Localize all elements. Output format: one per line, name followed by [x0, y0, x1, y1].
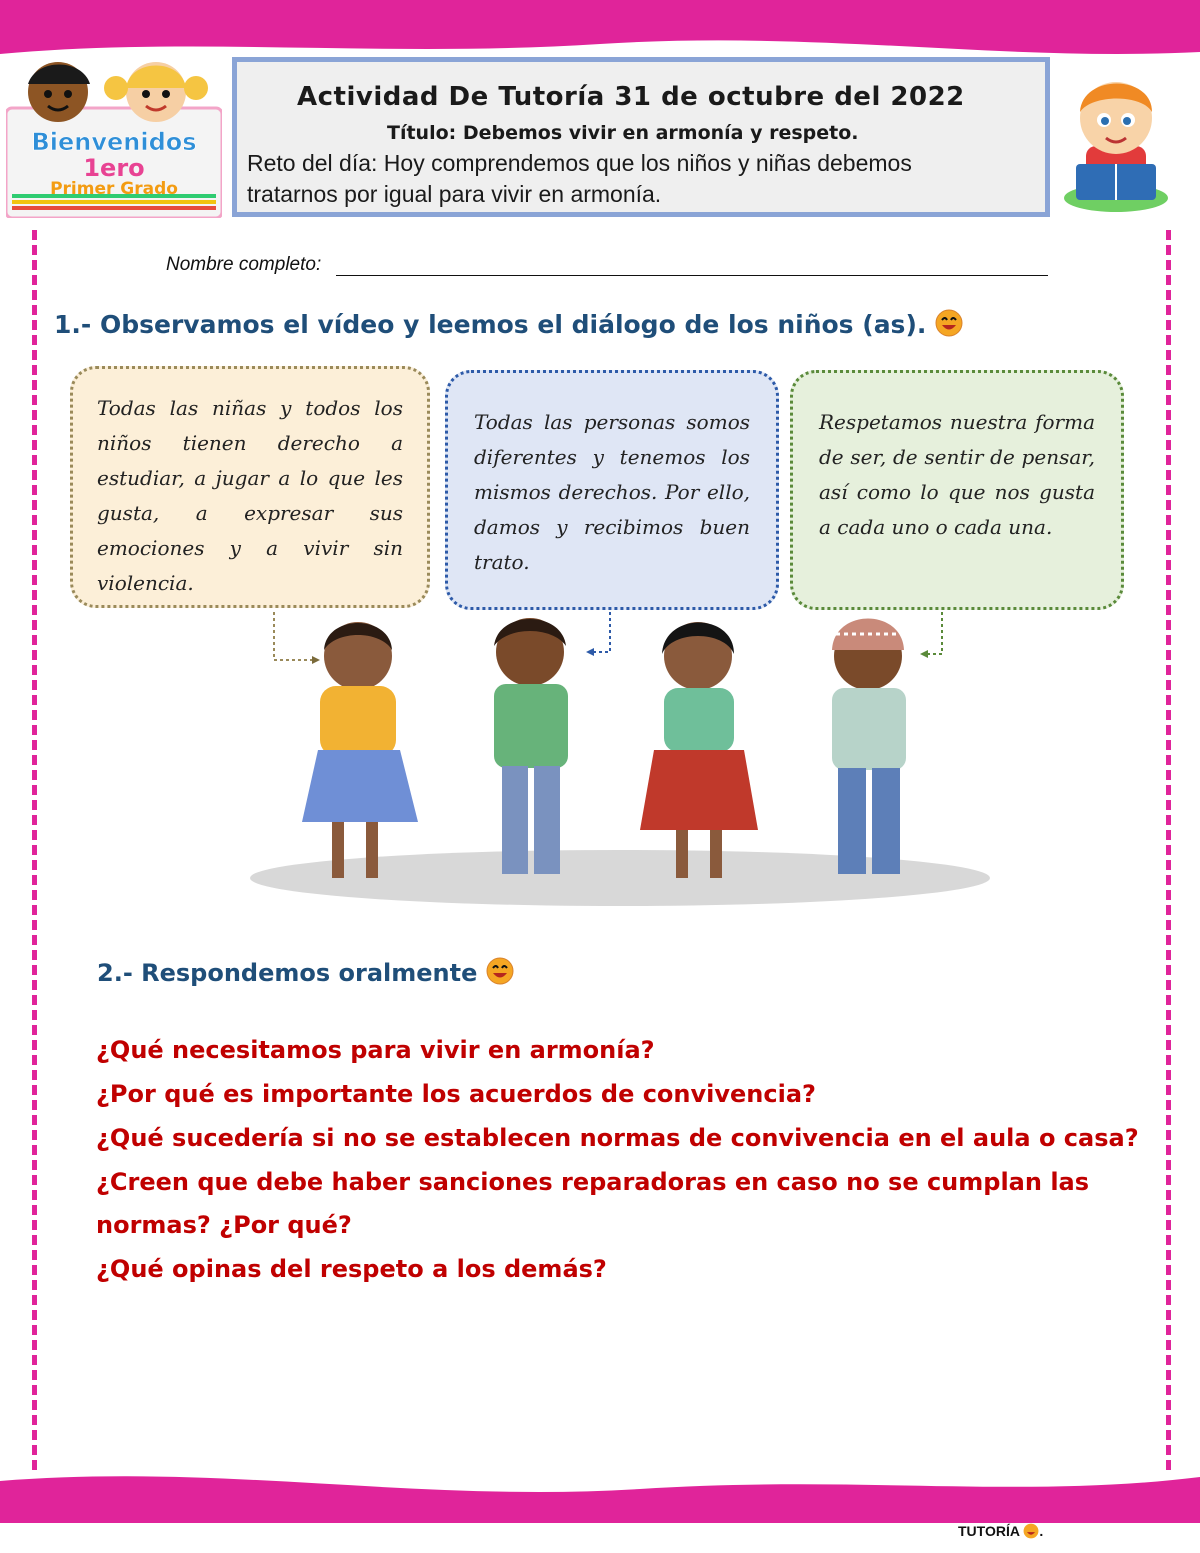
badge-line2: 1ero [83, 154, 145, 182]
kids-welcome-illustration [6, 58, 222, 218]
left-dashed-border [32, 230, 37, 1470]
smiley-icon [486, 957, 514, 985]
header-reto: Reto del día: Hoy comprendemos que los niños y niñas debemos tratarnos por igual para vivir en armonía. [247, 150, 912, 207]
question-4: ¿Creen que debe haber sanciones reparadoras en caso no se cumplan las [96, 1168, 1090, 1196]
question-1: ¿Qué necesitamos para vivir en armonía? [96, 1036, 655, 1064]
smiley-icon [935, 309, 963, 337]
badge-line3: Primer Grado [50, 179, 178, 199]
bottom-wave-band [0, 1463, 1200, 1553]
smiley-icon [1023, 1523, 1039, 1539]
header-subtitle: Título: Debemos vivir en armonía y respeto. [387, 122, 859, 144]
section1-title: 1.- Observamos el vídeo y leemos el diálogo de los niños (as). [54, 309, 963, 339]
welcome-badge [6, 58, 222, 218]
speech-bubble-3 [790, 370, 1124, 610]
nombre-input-line[interactable] [336, 275, 1048, 276]
question-3: ¿Qué sucedería si no se establecen normas de convivencia en el aula o casa? [96, 1124, 1139, 1152]
badge-line1: Bienvenidos [31, 128, 197, 156]
speech-bubble-2-text: Todas las personas somos diferentes y tenemos los mismos derechos. Por ello, damos y recibimos buen trato. [474, 410, 750, 574]
reading-boy-illustration [1058, 68, 1176, 218]
question-2: ¿Por qué es importante los acuerdos de convivencia? [96, 1080, 816, 1108]
speech-bubble-1 [70, 366, 430, 608]
speech-bubble-1-text: Todas las niñas y todos los niños tienen derecho a estudiar, a jugar a lo que les gusta, a expresar sus emociones y a vivir sin violencia. [97, 396, 403, 595]
section2-title: 2.- Respondemos oralmente [97, 957, 514, 987]
nombre-label: Nombre completo: [166, 254, 322, 275]
speech-bubble-3-text: Respetamos nuestra forma de ser, de sentir de pensar, así como lo que nos gusta a cada uno o cada una. [819, 410, 1095, 539]
question-5: ¿Qué opinas del respeto a los demás? [96, 1255, 607, 1283]
bubble-connectors [260, 608, 960, 668]
header-title: Actividad De Tutoría 31 de octubre del 2022 [297, 82, 965, 112]
header-box [232, 57, 1050, 217]
speech-bubble-2 [445, 370, 779, 610]
question-4-cont: normas? ¿Por qué? [96, 1211, 352, 1239]
right-dashed-border [1166, 230, 1171, 1470]
footer-label: TUTORÍA . [958, 1523, 1044, 1539]
